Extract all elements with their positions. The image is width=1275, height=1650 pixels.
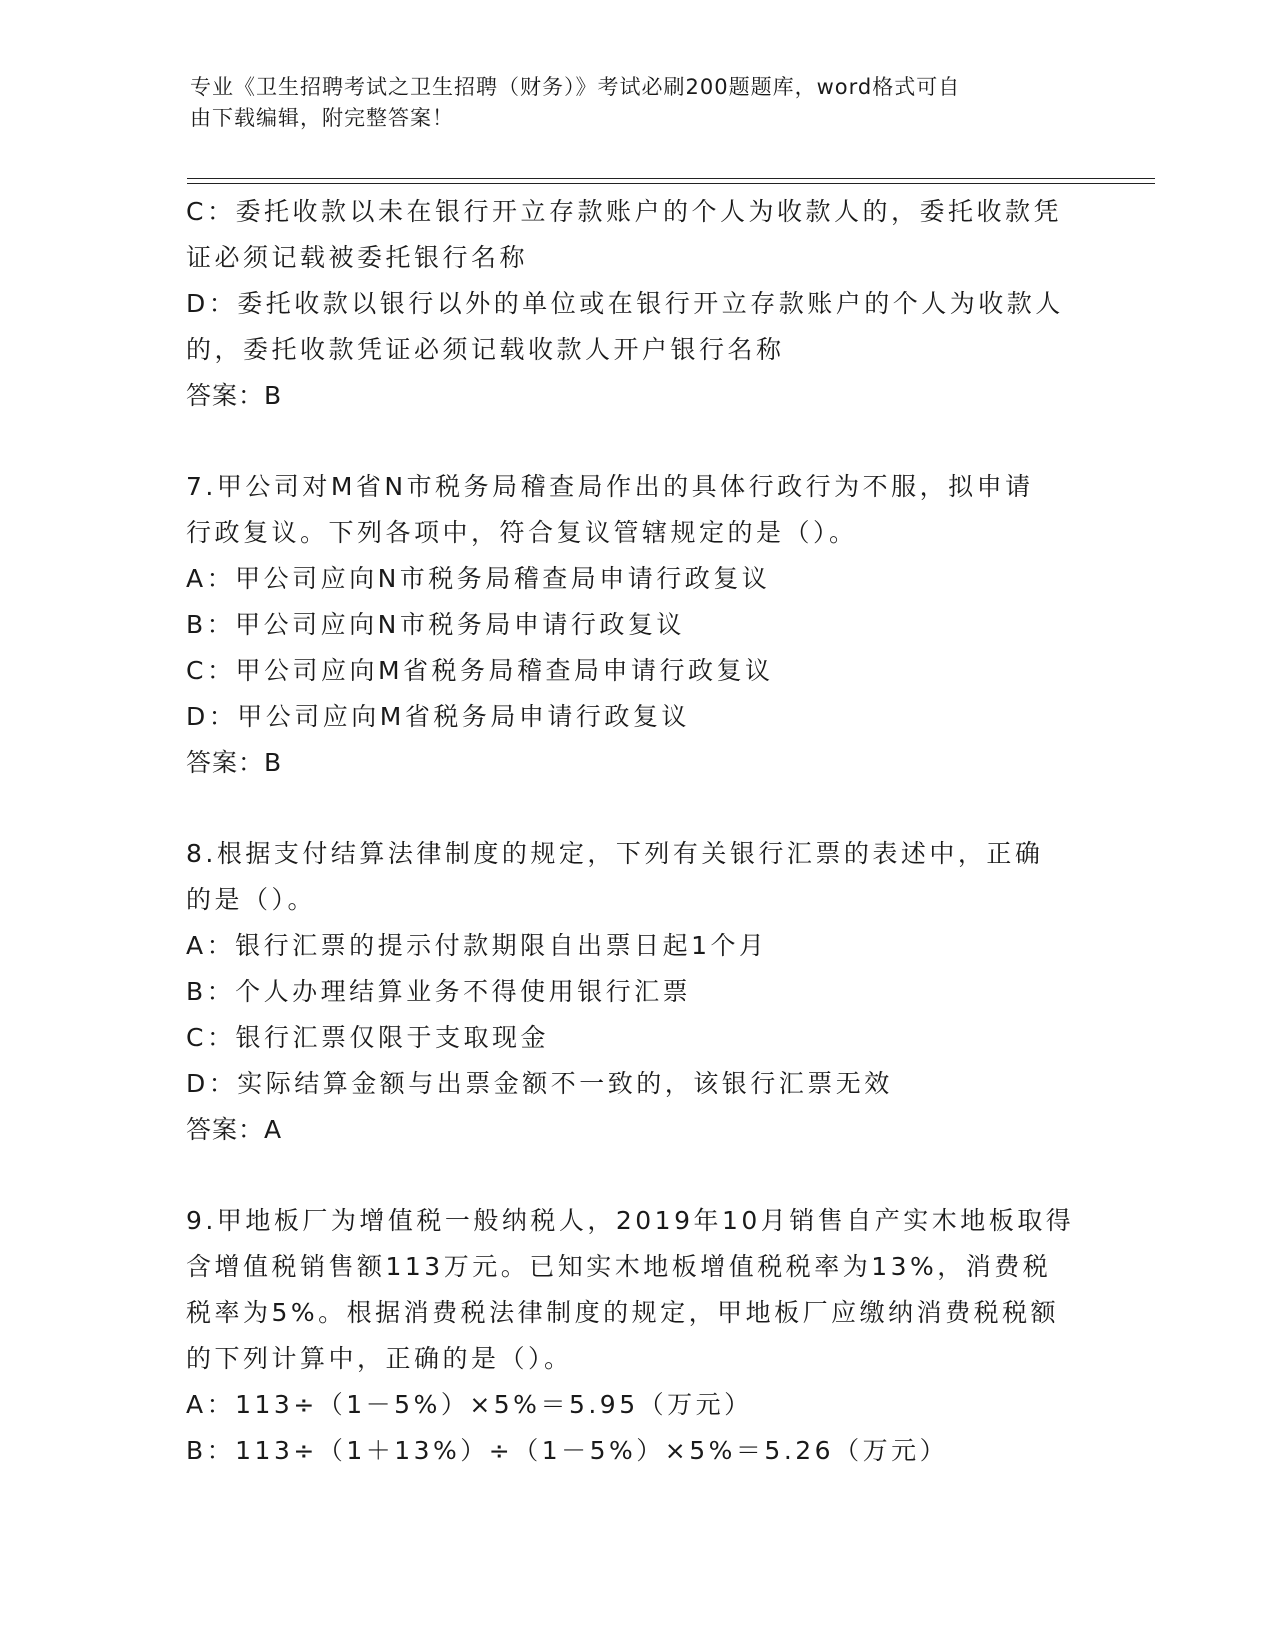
question-stem-line: 的下列计算中，正确的是（）。 — [186, 1344, 573, 1373]
option-d-line-2: 的，委托收款凭证必须记载收款人开户银行名称 — [186, 335, 785, 364]
option-a: A：银行汇票的提示付款期限自出票日起1个月 — [186, 931, 768, 960]
question-stem-line: 的是（）。 — [186, 885, 317, 914]
page-header — [190, 72, 1070, 134]
question-stem-line: 税率为5%。根据消费税法律制度的规定，甲地板厂应缴纳消费税税额 — [186, 1298, 1060, 1327]
question-stem-line: 8.根据支付结算法律制度的规定，下列有关银行汇票的表述中，正确 — [186, 839, 1044, 868]
header-title-line-2: 由下载编辑，附完整答案！ — [190, 106, 454, 130]
question-9 — [186, 1198, 1086, 1474]
question-8 — [186, 831, 1086, 1153]
option-c-line-1: C：委托收款以未在银行开立存款账户的个人为收款人的，委托收款凭 — [186, 197, 1062, 226]
question-stem-line: 7.甲公司对M省N市税务局稽查局作出的具体行政行为不服，拟申请 — [186, 472, 1034, 501]
header-title-line-1: 专业《卫生招聘考试之卫生招聘（财务）》考试必刷200题题库，word格式可自 — [190, 75, 961, 99]
option-d: D：甲公司应向M省税务局申请行政复议 — [186, 702, 690, 731]
option-b: B：113÷（1＋13%）÷（1－5%）×5%＝5.26（万元） — [186, 1436, 949, 1465]
option-a: A：甲公司应向N市税务局稽查局申请行政复议 — [186, 564, 771, 593]
option-a: A：113÷（1－5%）×5%＝5.95（万元） — [186, 1390, 753, 1419]
question-content — [186, 189, 1086, 1474]
question-stem-line: 含增值税销售额113万元。已知实木地板增值税税率为13%，消费税 — [186, 1252, 1052, 1281]
option-b: B：甲公司应向N市税务局申请行政复议 — [186, 610, 685, 639]
answer: 答案：A — [186, 1115, 283, 1144]
option-c: C：银行汇票仅限于支取现金 — [186, 1023, 549, 1052]
answer: 答案：B — [186, 381, 283, 410]
option-b: B：个人办理结算业务不得使用银行汇票 — [186, 977, 692, 1006]
option-c-line-2: 证必须记载被委托银行名称 — [186, 243, 529, 272]
question-stem-line: 行政复议。下列各项中，符合复议管辖规定的是（）。 — [186, 518, 858, 547]
question-stem-line: 9.甲地板厂为增值税一般纳税人，2019年10月销售自产实木地板取得 — [186, 1206, 1075, 1235]
answer: 答案：B — [186, 748, 283, 777]
previous-question-tail — [186, 189, 1086, 419]
question-7 — [186, 464, 1086, 786]
option-c: C：甲公司应向M省税务局稽查局申请行政复议 — [186, 656, 774, 685]
option-d-line-1: D：委托收款以银行以外的单位或在银行开立存款账户的个人为收款人 — [186, 289, 1064, 318]
header-divider — [187, 178, 1155, 184]
option-d: D：实际结算金额与出票金额不一致的，该银行汇票无效 — [186, 1069, 893, 1098]
